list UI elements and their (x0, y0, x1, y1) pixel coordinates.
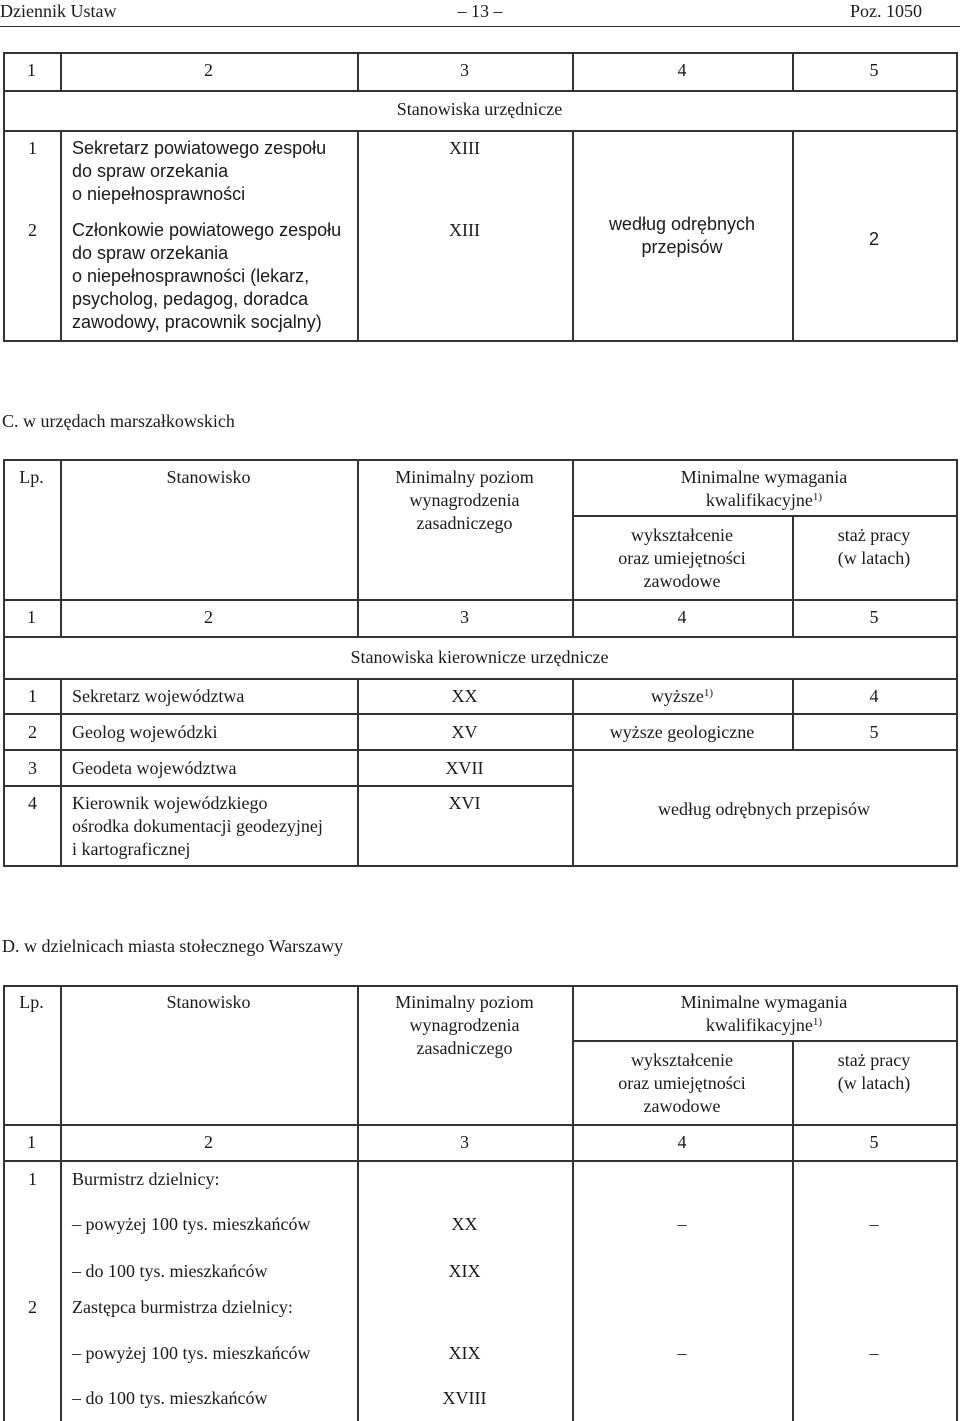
header-wage-line: zasadniczego (416, 1038, 513, 1058)
row-lp: 4 (28, 793, 37, 813)
col-number-3: 3 (460, 1132, 469, 1152)
sub-row-grade: XIX (448, 1343, 481, 1363)
col-number-1: 1 (27, 607, 36, 627)
row-name-line: Geolog wojewódzki (72, 722, 218, 742)
col-number-4: 4 (677, 60, 687, 80)
header-rule (0, 26, 960, 27)
header-exp-line: (w latach) (837, 1073, 911, 1093)
header-edu-line: wykształcenie (631, 525, 733, 545)
section-c-heading: C. w urzędach marszałkowskich (2, 411, 235, 431)
row-grade: XIII (449, 220, 480, 240)
section-title: Stanowiska urzędnicze (396, 99, 563, 119)
header-exp-line: (w latach) (837, 548, 911, 568)
row-name-line: Sekretarz powiatowego zespołu (72, 138, 327, 158)
row-name-line: Sekretarz województwa (72, 686, 245, 706)
row-name-line: Geodeta województwa (72, 758, 237, 778)
journal-title: Dziennik Ustaw (0, 1, 117, 21)
row-lp: 3 (28, 758, 37, 778)
header-req-line: kwalifikacyjne$^{1)}$ (705, 1015, 823, 1035)
row-lp: 1 (28, 138, 37, 158)
merged-edu-line: przepisów (641, 237, 723, 257)
header-lp: Lp. (19, 992, 44, 1012)
sub-row-exp: – (869, 1343, 879, 1363)
row-name-line: i kartograficznej (72, 839, 191, 859)
sub-row-label: – powyżej 100 tys. mieszkańców (72, 1214, 311, 1234)
row-edu: wyższe geologiczne (609, 722, 755, 742)
col-number-2: 2 (204, 60, 213, 80)
col-number-5: 5 (869, 1132, 879, 1152)
col-number-5: 5 (869, 607, 879, 627)
header-edu-line: zawodowe (643, 1096, 721, 1116)
header-wage-line: Minimalny poziom (395, 467, 534, 487)
row-lp: 1 (28, 686, 37, 706)
header-exp-line: staż pracy (837, 1050, 911, 1070)
row-name-line: do spraw orzekania (72, 243, 229, 263)
section-d-heading: D. w dzielnicach miasta stołecznego Warszawy (2, 936, 344, 956)
sub-row-grade: XIX (448, 1261, 481, 1281)
row-exp: 5 (869, 722, 879, 742)
position-number: Poz. 1050 (850, 1, 922, 21)
sub-row-edu: – (677, 1343, 687, 1363)
row-grade: XVI (448, 793, 481, 813)
col-number-4: 4 (677, 607, 687, 627)
row-edu: wyższe$^{1)}$ (650, 686, 714, 706)
col-number-3: 3 (460, 60, 469, 80)
col-number-4: 4 (677, 1132, 687, 1152)
header-stanowisko: Stanowisko (166, 467, 251, 487)
row-lp: 2 (28, 220, 37, 240)
row-grade: XVII (445, 758, 484, 778)
row-name-line: Kierownik wojewódzkiego (72, 793, 268, 813)
row-name-line: Członkowie powiatowego zespołu (72, 220, 342, 240)
header-wage-line: Minimalny poziom (395, 992, 534, 1012)
col-number-2: 2 (204, 607, 213, 627)
sub-row-grade: XVIII (442, 1388, 487, 1408)
header-edu-line: oraz umiejętności (618, 548, 746, 568)
col-number-1: 1 (27, 60, 36, 80)
header-req-line: Minimalne wymagania (680, 992, 848, 1012)
sub-row-label: – do 100 tys. mieszkańców (72, 1388, 268, 1408)
row-grade: XV (451, 722, 478, 742)
row-grade: XX (451, 686, 478, 706)
row-name: Zastępca burmistrza dzielnicy: (72, 1297, 293, 1317)
header-req-line: Minimalne wymagania (680, 467, 848, 487)
header-wage-line: wynagrodzenia (409, 1015, 520, 1035)
sub-row-grade: XX (451, 1214, 478, 1234)
row-name-line: ośrodka dokumentacji geodezyjnej (72, 816, 323, 836)
row-name-line: zawodowy, pracownik socjalny) (72, 312, 322, 332)
header-wage-line: wynagrodzenia (409, 490, 520, 510)
row-lp: 2 (28, 722, 37, 742)
sub-row-exp: – (869, 1214, 879, 1234)
header-lp: Lp. (19, 467, 44, 487)
sub-row-label: – powyżej 100 tys. mieszkańców (72, 1343, 311, 1363)
row-grade: XIII (449, 138, 480, 158)
col-number-3: 3 (460, 607, 469, 627)
sub-row-edu: – (677, 1214, 687, 1234)
row-exp: 4 (869, 686, 879, 706)
group-title: Stanowiska kierownicze urzędnicze (350, 647, 609, 667)
header-req-line: kwalifikacyjne$^{1)}$ (705, 490, 823, 510)
row-lp: 2 (28, 1297, 37, 1317)
header-stanowisko: Stanowisko (166, 992, 251, 1012)
col-number-1: 1 (27, 1132, 36, 1152)
merged-exp: 2 (868, 229, 879, 249)
header-edu-line: oraz umiejętności (618, 1073, 746, 1093)
merged-requirements: według odrębnych przepisów (658, 799, 870, 819)
col-number-2: 2 (204, 1132, 213, 1152)
sub-row-label: – do 100 tys. mieszkańców (72, 1261, 268, 1281)
row-name: Burmistrz dzielnicy: (72, 1169, 220, 1189)
col-number-5: 5 (869, 60, 879, 80)
header-edu-line: zawodowe (643, 571, 721, 591)
row-name-line: o niepełnosprawności (lekarz, (72, 266, 310, 286)
header-wage-line: zasadniczego (416, 513, 513, 533)
row-name-line: o niepełnosprawności (72, 184, 246, 204)
merged-edu-line: według odrębnych (608, 214, 756, 234)
row-name-line: do spraw orzekania (72, 161, 229, 181)
row-lp: 1 (28, 1169, 37, 1189)
header-exp-line: staż pracy (837, 525, 911, 545)
row-name-line: psycholog, pedagog, doradca (72, 289, 309, 309)
page-number: – 13 – (457, 1, 503, 21)
header-edu-line: wykształcenie (631, 1050, 733, 1070)
